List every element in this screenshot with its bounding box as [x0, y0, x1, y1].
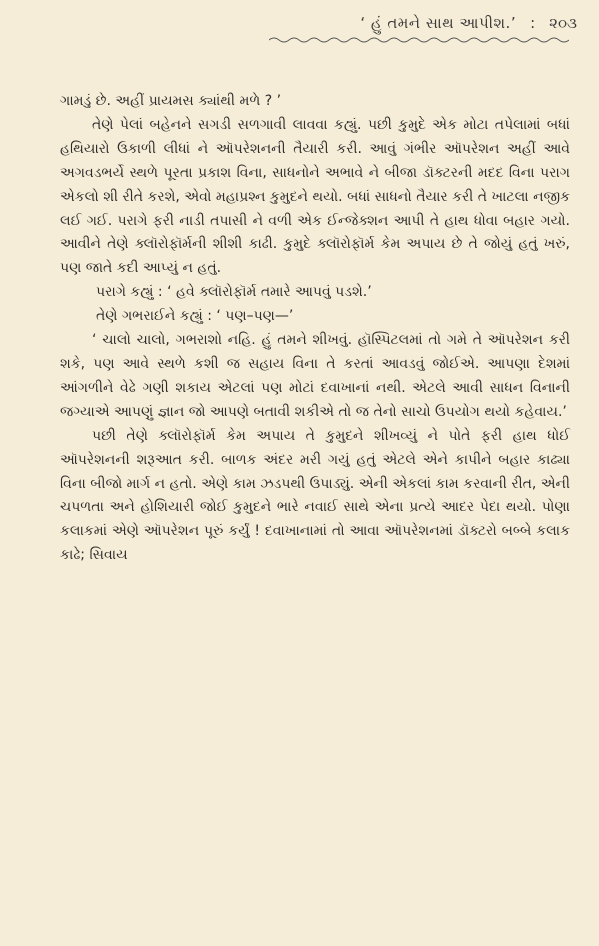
paragraph: તેણે પેલાં બહેનને સગડી સળગાવી લાવવા કહ્યું. પછી કુમુદે એક મોટા તપેલામાં બધાં હથિયારો ઉકાળી લીધાં ને ઑપરેશનની તૈયારી કરી. આવું ગંભીર ઑપરેશન અહીં આવે અગવડભર્યે સ્થળે પૂરતા પ્રકાશ વિના, સાધનોને અભાવે ને બીજા ડૉક્ટરની મદદ વિના પરાગ એકલો શી રીતે કરશે, એવો મહાપ્રશ્ન કુમુદને થયો. બધાં સાધનો તૈયાર કરી તે ખાટલા નજીક લઈ ગઈ. પરાગે ફરી નાડી તપાસી ને વળી એક ઈન્જેક્શન આપી તે હાથ ધોવા બહાર ગયો. આવીને તેણે ક્લૉરોફૉર્મની શીશી કાઢી. કુમુદે ક્લૉરોફૉર્મ કેમ અપાય છે તે જોયું હતું ખરું, પણ જાતે કદી આપ્યું ન હતું. [60, 116, 570, 277]
header-separator: : [530, 14, 536, 32]
running-title: ‘ હું તમને સાથ આપીશ.’ [360, 14, 517, 32]
page-number: ૨૦૩ [549, 14, 577, 32]
paragraph: ‘ ચાલો ચાલો, ગભરાશો નહિ. હું તમને શીખવું. હૉસ્પિટલમાં તો ગમે તે ઑપરેશન કરી શકે, પણ આવે સ્થળે કશી જ સહાય વિના તે કરતાં આવડવું જોઈએ. આપણા દેશમાં આંગળીને વેઢે ગણી શકાય એટલાં પણ મોટાં દવાખાનાં નથી. એટલે આવી સાધન વિનાની જગ્યાએ આપણું જ્ઞાન જો આપણે બતાવી શકીએ તો જ તેનો સાચો ઉપયોગ થયો કહેવાય.’ [60, 332, 570, 420]
dialogue-line: તેણે ગભરાઈને કહ્યું : ‘ પણ–પણ—’ [96, 308, 294, 325]
dialogue-line: પરાગે કહ્યું : ‘ હવે ક્લૉરોફૉર્મ તમારે આપવું પડશે.’ [96, 284, 372, 301]
header-wavy-rule [269, 36, 569, 44]
paragraph: પછી તેણે ક્લૉરોફૉર્મ કેમ અપાય તે કુમુદને શીખવ્યું ને પોતે ફરી હાથ ધોઈ ઑપરેશનની શરૂઆત કરી. બાળક અંદર મરી ગયું હતું એટલે એને કાપીને બહાર કાઢ્યા વિના બીજો માર્ગ ન હતો. એણે કામ ઝડપથી ઉપાડ્યું. એની એકલાં કામ કરવાની રીત, એની ચપળતા અને હોશિયારી જોઈ કુમુદને ભારે નવાઈ સાથે એના પ્રત્યે આદર પેદા થયો. પોણા કલાકમાં એણે ઑપરેશન પૂરું કર્યું ! દવાખાનામાં તો આવા ઑપરેશનમાં ડૉક્ટરો બબ્બે કલાક કાઢે; સિવાય [60, 427, 570, 564]
paragraph: ગામડું છે. અહીં પ્રાયમસ ક્યાંથી મળે ? ’ [60, 93, 282, 109]
page-body [60, 90, 570, 568]
running-header [360, 14, 577, 32]
